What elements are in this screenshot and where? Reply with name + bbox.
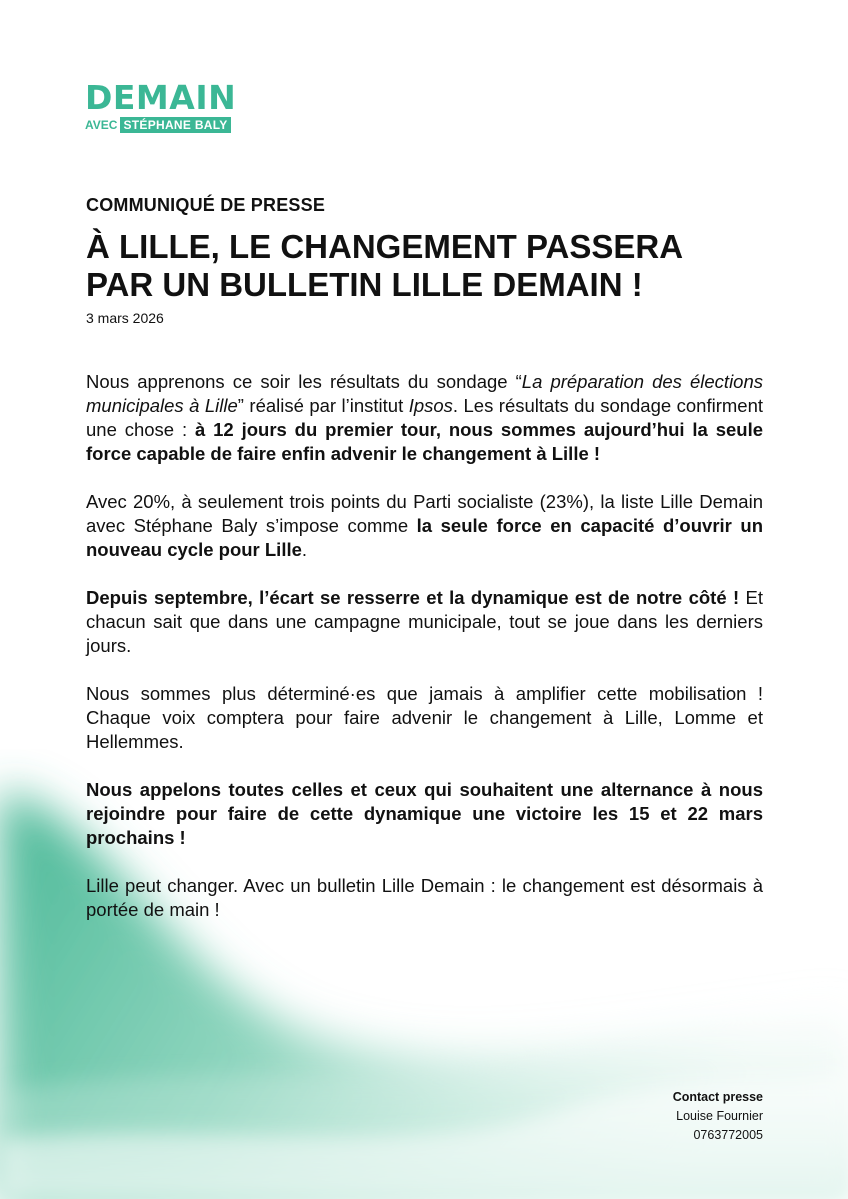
paragraph-3: Depuis septembre, l’écart se resserre et la dynamique est de notre côté ! Et chacun sait que dans une campagne municipale, tout se joue dans les derniers jours. [86,587,763,656]
paragraph-6: Lille peut changer. Avec un bulletin Lille Demain : le changement est désormais à portée de main ! [86,875,763,920]
brand-logo [85,78,237,133]
logo-name: STÉPHANE BALY [120,117,230,133]
press-release-kicker: COMMUNIQUÉ DE PRESSE [86,195,326,215]
page-title [86,228,766,304]
article-body [86,370,763,946]
paragraph-2: Avec 20%, à seulement trois points du Parti socialiste (23%), la liste Lille Demain avec Stéphane Baly s’impose comme la seule force en capacité d’ouvrir un nouveau cycle pour Lille. [86,491,764,560]
contact-name: Louise Fournier [676,1109,763,1123]
logo-avec: AVEC [85,118,118,132]
title-line-1: À LILLE, LE CHANGEMENT PASSERA [86,228,684,265]
logo-main: DEMAIN [85,78,237,117]
paragraph-1: Nous apprenons ce soir les résultats du sondage “La préparation des élections municipales à Lille” réalisé par l’institut Ipsos. Les résultats du sondage confirment une chose : à 12 jours du premier tour, nous sommes aujourd’hui la seule force capable de faire enfin advenir le changement à Lille ! [86,371,764,464]
contact-label: Contact presse [672,1090,763,1104]
paragraph-5: Nous appelons toutes celles et ceux qui souhaitent une alternance à nous rejoindre pour faire de cette dynamique une victoire les 15 et 22 mars prochains ! [86,779,763,848]
title-line-2: PAR UN BULLETIN LILLE DEMAIN ! [86,266,643,303]
press-contact [673,1088,763,1145]
paragraph-4: Nous sommes plus déterminé·es que jamais à amplifier cette mobilisation ! Chaque voix comptera pour faire advenir le changement à Lille, Lomme et Hellemmes. [86,683,763,752]
contact-phone: 0763772005 [693,1128,763,1142]
release-date: 3 mars 2026 [86,310,164,326]
